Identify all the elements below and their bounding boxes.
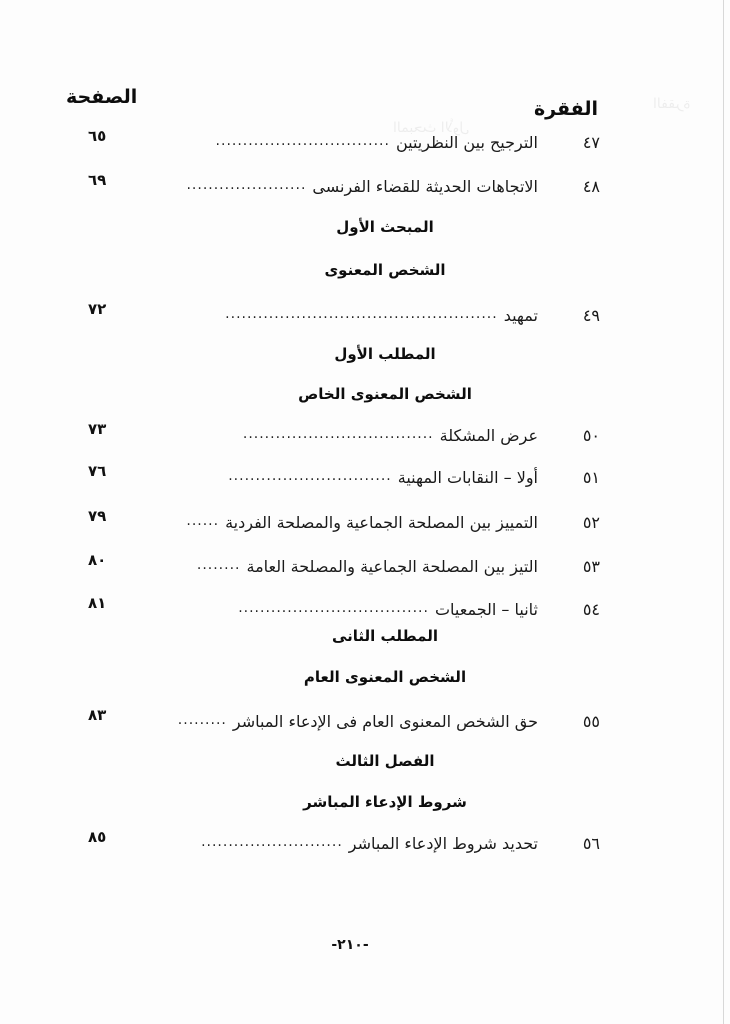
chapter-heading: الفصل الثالث [335, 752, 435, 770]
entry-title-text: تحديد شروط الإدعاء المباشر [348, 834, 538, 853]
entry-page: ٧٢ [88, 300, 107, 318]
toc-entry[interactable] [0, 300, 730, 332]
entry-number: ٥٢ [582, 513, 600, 532]
bleed-through: المبحث الأول [393, 120, 470, 136]
section-heading: المبحث الأول [336, 218, 434, 236]
entry-page: ٧٩ [88, 507, 107, 525]
entry-title [197, 557, 538, 576]
entry-title [186, 513, 538, 532]
entry-number: ٥١ [582, 468, 600, 487]
entry-title [225, 306, 538, 325]
entry-title-text: تمهيد [503, 306, 538, 325]
entry-number: ٥٤ [582, 600, 600, 619]
entry-title-text: حق الشخص المعنوى العام فى الإدعاء المباشر [232, 712, 538, 731]
entry-title-text: التمييز بين المصلحة الجماعية والمصلحة الفردية [225, 513, 538, 532]
toc-entry[interactable] [0, 420, 730, 452]
entry-title-text: الترجيح بين النظريتين [395, 133, 538, 152]
page-number: -٢١٠- [331, 937, 369, 953]
leader-dots: ......... [177, 712, 227, 728]
toc-entry[interactable] [0, 594, 730, 626]
leader-dots: ...................... [186, 177, 307, 193]
entry-title [216, 133, 538, 152]
entry-title-text: عرض المشكلة [439, 426, 538, 445]
leader-dots: ................................... [242, 426, 434, 442]
leader-dots: ................................ [215, 133, 390, 149]
entry-title-text: الاتجاهات الحديثة للقضاء الفرنسى [312, 177, 538, 196]
toc-entry[interactable] [0, 706, 730, 738]
entry-title-text: التيز بين المصلحة الجماعية والمصلحة العامة [246, 557, 538, 576]
entry-title [228, 468, 538, 487]
entry-page: ٨١ [88, 594, 107, 612]
entry-title [238, 600, 538, 619]
toc-entry[interactable] [0, 507, 730, 539]
entry-title [243, 426, 538, 445]
leader-dots: .......................... [201, 834, 343, 850]
entry-page: ٦٥ [88, 127, 107, 145]
entry-title [186, 177, 538, 196]
entry-title [178, 712, 538, 731]
leader-dots: .................................................. [225, 306, 498, 322]
leader-dots: ................................... [238, 600, 429, 616]
entry-page: ٦٩ [88, 171, 107, 189]
entry-title [201, 834, 538, 853]
entry-number: ٤٧ [582, 133, 600, 152]
subsection-heading: المطلب الثانى [331, 627, 438, 645]
entry-number: ٥٣ [582, 557, 600, 576]
toc-entry[interactable] [0, 828, 730, 860]
leader-dots: .............................. [228, 468, 392, 484]
entry-page: ٨٠ [88, 551, 107, 569]
chapter-title: شروط الإدعاء المباشر [303, 793, 467, 811]
entry-page: ٧٣ [88, 420, 107, 438]
page-column-header: الصفحة [66, 86, 138, 108]
leader-dots: ........ [196, 557, 241, 573]
section-title: الشخص المعنوى [324, 261, 446, 279]
toc-entry[interactable] [0, 462, 730, 494]
subsection-title: الشخص المعنوى العام [303, 668, 467, 686]
bleed-through: الفقرة [652, 96, 690, 112]
toc-entry[interactable] [0, 551, 730, 583]
entry-title-text: ثانيا – الجمعيات [434, 600, 538, 619]
paragraph-column-header: الفقرة [533, 98, 598, 120]
entry-number: ٤٩ [582, 306, 600, 325]
entry-number: ٥٥ [582, 712, 600, 731]
subsection-title: الشخص المعنوى الخاص [298, 385, 472, 403]
entry-number: ٤٨ [582, 177, 600, 196]
toc-entry[interactable] [0, 171, 730, 203]
entry-number: ٥٠ [582, 426, 600, 445]
subsection-heading: المطلب الأول [334, 345, 436, 363]
entry-page: ٨٥ [88, 828, 107, 846]
leader-dots: ...... [186, 513, 220, 529]
entry-number: ٥٦ [582, 834, 600, 853]
entry-page: ٧٦ [88, 462, 107, 480]
entry-page: ٨٣ [88, 706, 107, 724]
entry-title-text: أولا – النقابات المهنية [397, 468, 538, 487]
